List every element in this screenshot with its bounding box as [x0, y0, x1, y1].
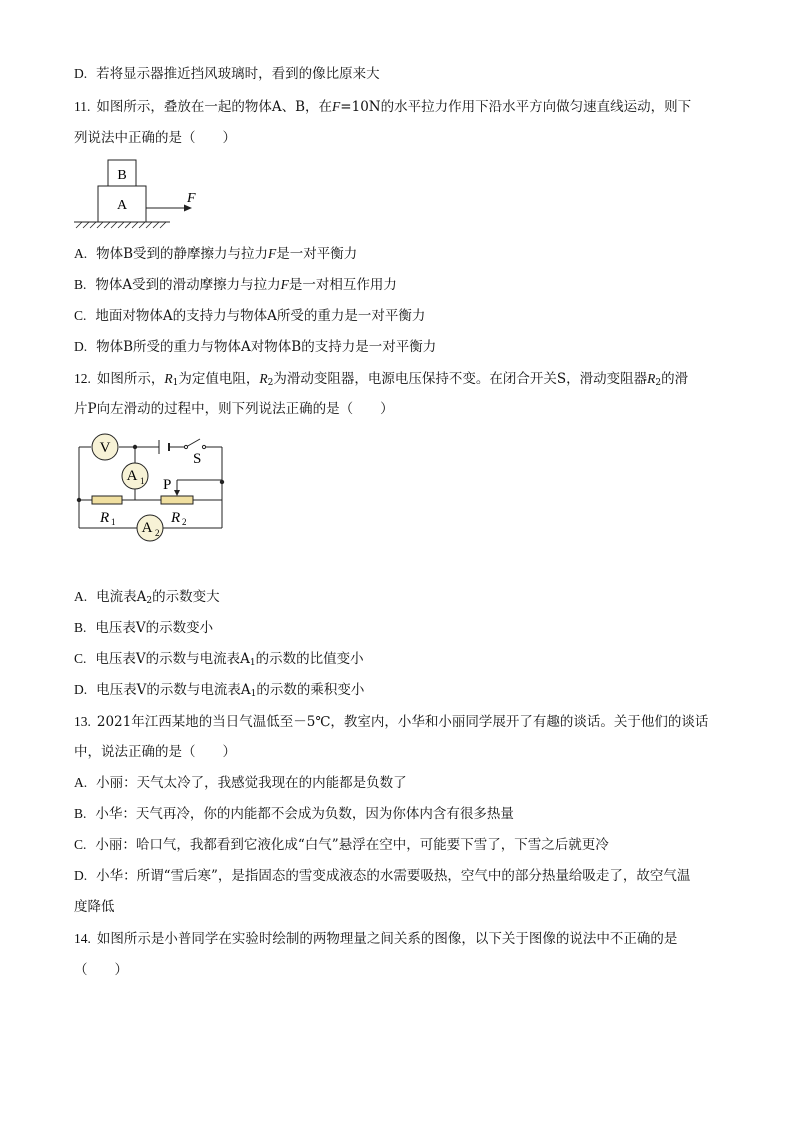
r1-label: R	[100, 510, 110, 526]
ammeter-a2-label: A	[141, 520, 153, 536]
option-letter: C.	[74, 837, 87, 852]
option-text: 电压表V的示数变小	[95, 620, 214, 636]
q13-option-d-continued: 度降低	[74, 899, 115, 915]
ground-hatching	[76, 222, 166, 228]
q11-option-d	[74, 337, 436, 357]
option-text: 物体B受到的静摩擦力与拉力	[96, 246, 269, 262]
stem-text: 为滑动变阻器，电源电压保持不变。在闭合开关S，滑动变阻器	[273, 371, 648, 387]
force-label: F	[187, 191, 196, 206]
option-letter: A.	[74, 589, 88, 604]
option-text: 的示数的比值变小	[255, 651, 364, 667]
q12-option-b	[74, 618, 213, 638]
q12-option-a	[74, 587, 220, 611]
resistor-r1	[92, 496, 122, 504]
resistor-symbol: R	[259, 371, 268, 386]
q13-stem-line1	[74, 712, 708, 732]
option-letter: D.	[74, 868, 88, 883]
ammeter-a2-subscript: 2	[155, 528, 160, 538]
question-number: 11.	[74, 99, 91, 114]
ammeter-a1-label: A	[126, 468, 138, 484]
option-letter: B.	[74, 806, 87, 821]
rheostat-r2	[161, 496, 193, 504]
resistor-symbol: R	[647, 371, 656, 386]
q14-stem-line1	[74, 929, 677, 949]
subscript: 1	[250, 689, 257, 699]
resistor-symbol: R	[164, 371, 173, 386]
option-text: 物体B所受的重力与物体A对物体B的支持力是一对平衡力	[96, 339, 437, 355]
subscript: 2	[655, 378, 662, 388]
q13-option-a	[74, 773, 407, 793]
block-b-label: B	[117, 168, 127, 183]
option-letter: D.	[74, 66, 88, 81]
switch-label: S	[193, 451, 202, 467]
option-text: 电压表V的示数与电流表A	[95, 651, 250, 667]
stem-text: 如图所示，叠放在一起的物体A、B，在	[96, 99, 333, 115]
option-text: 电压表V的示数与电流表A	[96, 682, 251, 698]
q11-stem-line1	[74, 97, 691, 117]
r2-label: R	[171, 510, 181, 526]
stem-text: 如图所示，	[96, 371, 165, 387]
option-text: 物体A受到的滑动摩擦力与拉力	[95, 277, 281, 293]
q13-option-b	[74, 804, 514, 824]
junction-dot	[133, 445, 137, 449]
ammeter-a1-subscript: 1	[140, 476, 145, 486]
slider-label: P	[163, 477, 172, 493]
switch-lever	[186, 439, 200, 447]
option-letter: D.	[74, 339, 88, 354]
option-text: 是一对平衡力	[276, 246, 358, 262]
r2-subscript: 2	[182, 517, 187, 527]
option-text: 的示数变大	[152, 589, 220, 605]
force-variable: F	[332, 99, 341, 114]
force-variable: F	[280, 277, 289, 292]
q11-stem-line2: 列说法中正确的是（ ）	[74, 130, 236, 146]
q13-option-d	[74, 866, 690, 886]
subscript: 1	[249, 658, 256, 668]
stem-text: 的水平拉力作用下沿水平方向做匀速直线运动，则下	[380, 99, 692, 115]
option-letter: A.	[74, 246, 88, 261]
stem-text: 为定值电阻，	[178, 371, 260, 387]
stem-text: 的滑	[661, 371, 689, 387]
force-variable: F	[268, 246, 277, 261]
subscript: 2	[146, 596, 153, 606]
q12-stem-line2: 片P向左滑动的过程中，则下列说法正确的是（ ）	[74, 401, 394, 417]
option-letter: C.	[74, 308, 87, 323]
q14-stem-line2: （ ）	[74, 962, 128, 978]
question-number: 12.	[74, 371, 91, 386]
q12-option-d	[74, 680, 364, 704]
option-text: 小丽：哈口气，我都看到它液化成“白气”悬浮在空中，可能要下雪了，下雪之后就更冷	[95, 837, 609, 853]
option-letter: B.	[74, 277, 87, 292]
q11-option-c	[74, 306, 425, 326]
question-number: 13.	[74, 714, 91, 729]
option-text: 是一对相互作用力	[288, 277, 397, 293]
switch-contact	[184, 445, 187, 448]
stem-text: 如图所示是小普同学在实验时绘制的两物理量之间关系的图像，以下关于图像的说法中不正确的是	[96, 931, 678, 947]
option-text: 地面对物体A的支持力与物体A所受的重力是一对平衡力	[95, 308, 426, 324]
r1-subscript: 1	[111, 517, 116, 527]
q12-option-c	[74, 649, 364, 673]
q13-stem-line2: 中，说法正确的是（ ）	[74, 744, 236, 760]
junction-dot	[77, 498, 81, 502]
q10-option-d	[74, 64, 380, 84]
option-text: 若将显示器推近挡风玻璃时，看到的像比原来大	[96, 66, 380, 82]
option-letter: B.	[74, 620, 87, 635]
q11-option-b	[74, 275, 397, 295]
option-text: 电流表A	[96, 589, 147, 605]
switch-contact	[202, 445, 205, 448]
option-text: 小华：天气再冷，你的内能都不会成为负数，因为你体内含有很多热量	[95, 806, 514, 822]
voltmeter-label: V	[99, 440, 111, 456]
stem-text: 2021年江西某地的当日气温低至－5℃，教室内，小华和小丽同学展开了有趣的谈话。关于他们的谈话	[96, 714, 709, 730]
subscript: 2	[267, 378, 274, 388]
q11-blocks-figure	[74, 158, 214, 236]
option-text: 小华：所谓“雪后寒”，是指固态的雪变成液态的水需要吸热，空气中的部分热量给吸走了，故空气温	[96, 868, 691, 884]
block-a-label: A	[116, 198, 128, 213]
question-number: 14.	[74, 931, 91, 946]
option-letter: A.	[74, 775, 88, 790]
subscript: 1	[172, 378, 179, 388]
q11-option-a	[74, 244, 357, 264]
q12-circuit-figure	[74, 430, 234, 546]
q13-option-c	[74, 835, 609, 855]
slider-arrow	[174, 490, 180, 496]
q12-stem-line1	[74, 369, 688, 393]
option-text: 的示数的乘积变小	[256, 682, 365, 698]
option-letter: D.	[74, 682, 88, 697]
stem-value: =10N	[340, 99, 381, 115]
option-text: 小丽：天气太冷了，我感觉我现在的内能都是负数了	[96, 775, 407, 791]
option-letter: C.	[74, 651, 87, 666]
